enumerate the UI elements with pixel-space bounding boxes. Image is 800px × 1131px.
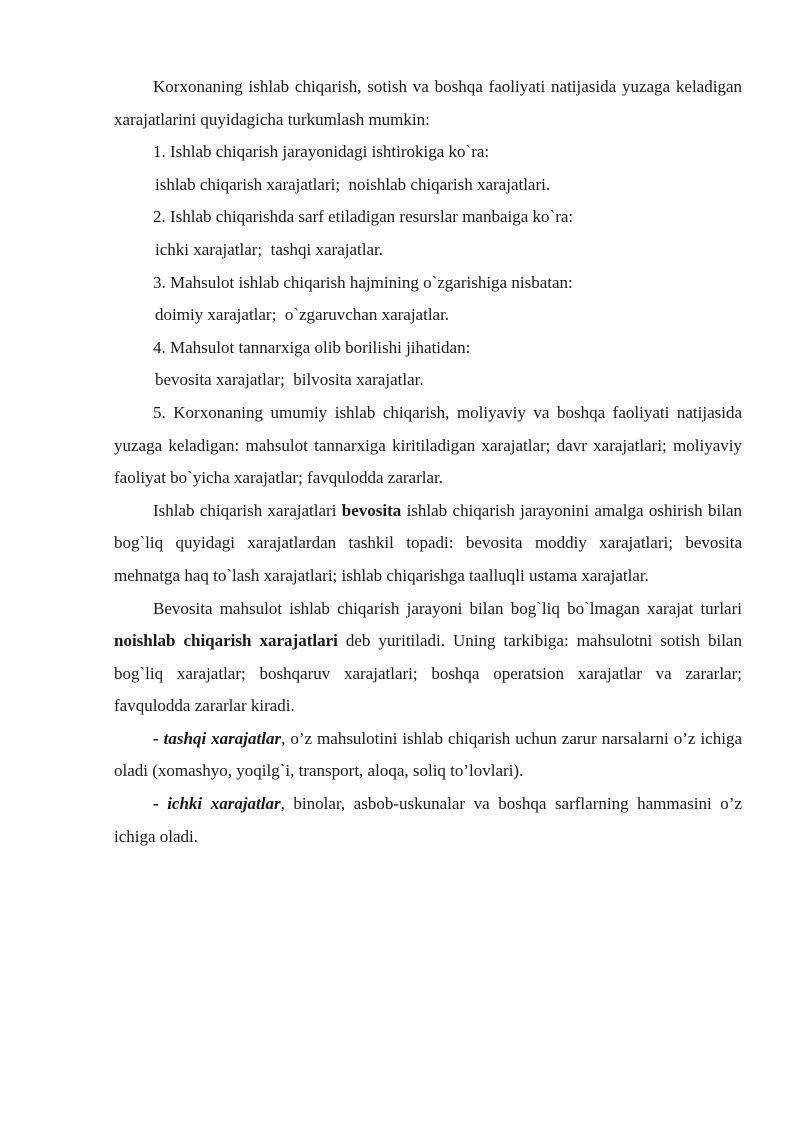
- production-costs-paragraph: [114, 495, 742, 593]
- external-costs-definition: , o’z mahsulotini ishlab chiqarish uchun zarur narsalarni o’z ichiga oladi (xomashyo, yoqilg`i, transport, aloqa, soliq to’lovlari).: [114, 728, 742, 781]
- classification-4-types: bevosita xarajatlar; bilvosita xarajatlar.: [155, 370, 424, 390]
- external-costs-term: - tashqi xarajatlar: [153, 728, 282, 748]
- internal-costs-paragraph: [114, 788, 742, 853]
- nonproduction-term: noishlab chiqarish xarajatlari: [114, 631, 338, 651]
- nonproduction-text-start: Bevosita mahsulot ishlab chiqarish jarayoni bilan bog`liq bo`lmagan xarajat turlari: [153, 598, 742, 618]
- classification-1: 1. Ishlab chiqarish jarayonidagi ishtirokiga ko`ra:: [153, 142, 490, 162]
- intro-paragraph: Korxonaning ishlab chiqarish, sotish va boshqa faoliyati natijasida yuzaga keladigan xarajatlarini quyidagicha turkumlash mumkin:: [114, 77, 742, 129]
- classification-5: 5. Korxonaning umumiy ishlab chiqarish, moliyaviy va boshqa faoliyati natijasida yuzaga keladigan: mahsulot tannarxiga kiritiladigan xarajatlar; davr xarajatlari; moliyaviy faoliyat bo`yicha xarajatlar; favqulodda zararlar.: [114, 402, 742, 488]
- internal-costs-term: - ichki xarajatlar: [153, 794, 281, 814]
- production-costs-text-end: ishlab chiqarish jarayonini amalga oshirish bilan bog`liq quyidagi xarajatlardan tashkil topadi: bevosita moddiy xarajatlari; bevosita mehnatga haq to`lash xarajatlari; ishlab chiqarishga taalluqli ustama xarajatlar.: [114, 500, 742, 585]
- document-body: [114, 71, 742, 853]
- classification-4: 4. Mahsulot tannarxiga olib borilishi jihatidan:: [153, 337, 471, 357]
- direct-term: bevosita: [341, 500, 402, 520]
- production-costs-text-start: Ishlab chiqarish xarajatlari: [153, 500, 342, 520]
- nonproduction-costs-paragraph: [114, 593, 742, 723]
- internal-costs-definition: , binolar, asbob-uskunalar va boshqa sarflarning hammasini o’z ichiga oladi.: [114, 794, 742, 846]
- classification-1-types: ishlab chiqarish xarajatlari; noishlab chiqarish xarajatlari.: [155, 174, 551, 194]
- classification-2: 2. Ishlab chiqarishda sarf etiladigan resurslar manbaiga ko`ra:: [153, 207, 574, 227]
- nonproduction-text-end: deb yuritiladi. Uning tarkibiga: mahsulotni sotish bilan bog`liq xarajatlar; boshqaruv xarajatlari; boshqa operatsion xarajatlar va zararlar; favqulodda zararlar kiradi.: [114, 631, 742, 716]
- classification-3: 3. Mahsulot ishlab chiqarish hajmining o`zgarishiga nisbatan:: [153, 272, 573, 292]
- classification-2-types: ichki xarajatlar; tashqi xarajatlar.: [155, 239, 383, 259]
- classification-3-types: doimiy xarajatlar; o`zgaruvchan xarajatlar.: [155, 305, 450, 325]
- external-costs-paragraph: [114, 723, 742, 788]
